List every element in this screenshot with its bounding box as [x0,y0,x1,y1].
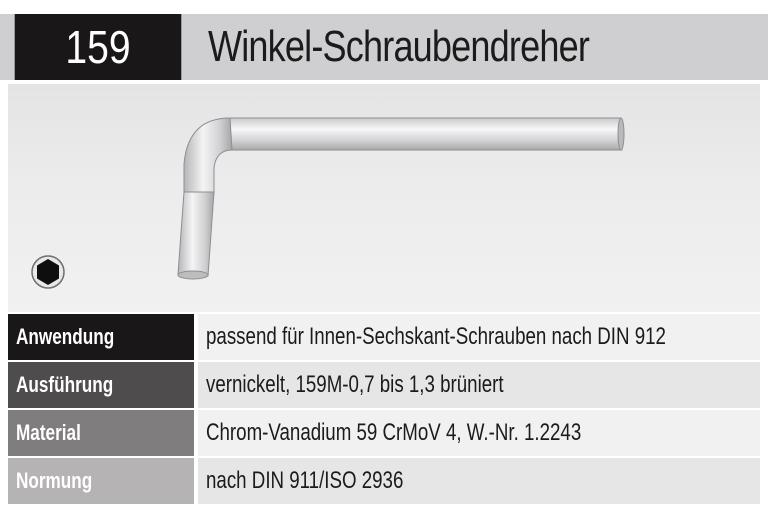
spec-value: Chrom-Vanadium 59 CrMoV 4, W.-Nr. 1.2243 [198,410,760,456]
product-title: Winkel-Schraubendreher [208,22,590,71]
spec-value: passend für Innen-Sechskant-Schrauben nach DIN 912 [198,314,760,360]
spec-label: Normung [8,458,194,504]
spec-row [8,314,760,360]
spec-label: Material [8,410,194,456]
spec-row [8,458,760,504]
product-image [8,84,760,312]
spec-value: nach DIN 911/ISO 2936 [198,458,760,504]
spec-table [8,314,760,506]
spec-row [8,362,760,408]
product-number: 159 [15,14,182,80]
hexagon-socket-icon [30,254,66,290]
spec-label: Ausführung [8,362,194,408]
spec-label: Anwendung [8,314,194,360]
hex-key-icon [8,84,760,312]
product-header [0,14,768,80]
spec-value: vernickelt, 159M-0,7 bis 1,3 brüniert [198,362,760,408]
spec-row [8,410,760,456]
